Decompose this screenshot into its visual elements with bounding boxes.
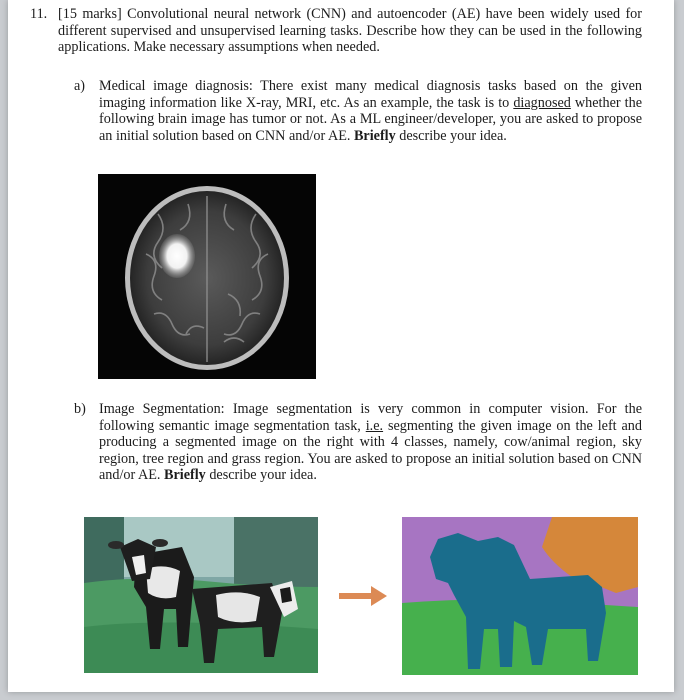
part-b-label: b) xyxy=(74,401,86,417)
part-b xyxy=(74,401,642,484)
underlined-abbrev: i.e. xyxy=(365,417,384,434)
part-b-text: Image Segmentation: Image segmentation is very common in computer vision. For the following semantic image segmentation task, i.e. segmenting the given image on the left and producing a segmented image on the right with 4 classes, namely, cow/animal region, sky region, tree region and grass region. You are asked to propose an initial solution based on CNN and/or AE. Briefly describe your idea. xyxy=(99,401,642,484)
arrow-right-icon xyxy=(337,585,389,607)
exam-page xyxy=(8,0,674,692)
question-11 xyxy=(30,6,642,56)
part-a-label: a) xyxy=(74,78,86,94)
question-number: 11. xyxy=(30,6,48,22)
underlined-word: diagnosed xyxy=(513,94,571,111)
bold-word: Briefly xyxy=(164,467,206,484)
bold-word: Briefly xyxy=(353,127,396,144)
part-a-text: Medical image diagnosis: There exist many medical diagnosis tasks based on the given imaging information like X-ray, MRI, etc. As an example, the task is to diagnosed whether the following brain image has tumor or not. As a ML engineer/developer, you are asked to propose an initial solution based on CNN and/or AE. Briefly describe your idea. xyxy=(99,78,643,144)
question-text: [15 marks] Convolutional neural network (CNN) and autoencoder (AE) have been widely used for different supervised and unsupervised learning tasks. Describe how they can be used in the following applications. Make necessary assumptions when needed. xyxy=(58,6,642,56)
segmentation-output xyxy=(402,517,638,675)
cow-photo xyxy=(84,517,318,673)
part-a xyxy=(74,78,642,144)
brain-mri-image xyxy=(98,174,316,379)
